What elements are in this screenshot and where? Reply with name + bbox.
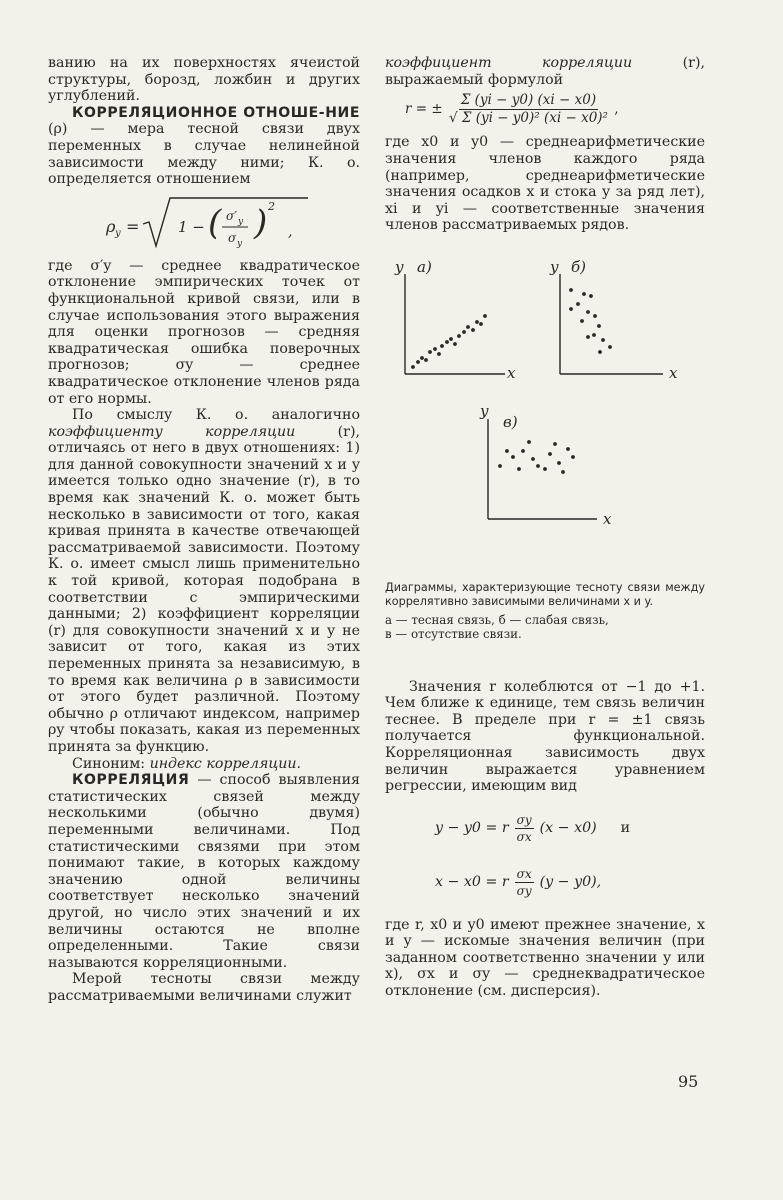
- scatter-point: [437, 352, 441, 356]
- scatter-point: [586, 335, 590, 339]
- paragraph: Мерой тесноты связи между рассматриваемыми величинами служит: [48, 971, 360, 1004]
- svg-text:ρ: ρ: [106, 216, 116, 236]
- paragraph: [385, 55, 705, 88]
- scatter-point: [517, 467, 521, 471]
- scatter-point: [597, 324, 601, 328]
- legend-item: в — отсутствие связи.: [385, 626, 522, 641]
- text-span: (r), выражаемый формулой: [385, 55, 705, 88]
- scatter-point: [457, 334, 461, 338]
- scatter-point: [445, 340, 449, 344]
- scatter-point: [466, 325, 470, 329]
- formula-lhs: y − y0 = r: [435, 820, 509, 837]
- formula-correlation-ratio: [48, 194, 360, 250]
- paragraph: [48, 407, 360, 755]
- scatter-point: [479, 322, 483, 326]
- svg-text:2: 2: [268, 199, 275, 213]
- synonym-label: Синоним:: [72, 755, 146, 772]
- scatter-point: [527, 440, 531, 444]
- formula-numerator: σy: [515, 812, 534, 830]
- scatter-point: [566, 447, 570, 451]
- formula-numerator: σx: [515, 866, 534, 884]
- formula-denominator: √ Σ (yi − y0)² (xi − x0)²: [448, 109, 608, 126]
- text-span: где σ′y —: [48, 257, 144, 274]
- formula-denominator: σy: [516, 884, 532, 899]
- legend-item: б — слабая связь,: [498, 612, 609, 627]
- scatter-point: [593, 314, 597, 318]
- scatter-point: [553, 442, 557, 446]
- scatter-point: [569, 307, 573, 311]
- scatter-point: [433, 347, 437, 351]
- entry-term: КОРРЕЛЯЦИЯ: [72, 772, 190, 789]
- synonym-value: индекс корреляции.: [149, 755, 302, 772]
- scatter-point: [420, 356, 424, 360]
- svg-text:1 −: 1 −: [178, 217, 205, 236]
- formula-fraction: [447, 92, 610, 126]
- scatter-point: [416, 360, 420, 364]
- formula-rhs: (x − x0): [539, 820, 597, 837]
- scatter-point: [589, 294, 593, 298]
- formula-fraction: [515, 866, 534, 900]
- entry-text: — способ выявления статистических связей между несколькими (обычно двумя) переменными величинами. Под статистическими связями при этом понимают такие, в которых каждому значению одной величины соответствует несколько значений другой, но число этих значений и их величины остаются не вполне определенными. Такие связи называются корреляционными.: [48, 772, 361, 971]
- panel-label: в): [503, 412, 518, 431]
- formula-lhs: r = ±: [405, 100, 443, 117]
- regression-formula-y: [435, 809, 705, 849]
- scatter-panel-a: [394, 258, 516, 382]
- formula-lhs: x − x0 = r: [435, 874, 509, 891]
- paragraph: Значения r колеблются от −1 до +1. Чем ближе к единице, тем связь величин теснее. В пределе при r = ±1 связь получается функциональной. Корреляционная зависимость двух величин выражается уравнением регрессии, имеющим вид: [385, 678, 705, 795]
- scatter-point: [580, 319, 584, 323]
- panel-label: а): [417, 257, 432, 276]
- panel-label: б): [571, 257, 587, 276]
- svg-text:): ): [254, 202, 268, 243]
- entry-text: (ρ) — мера тесной связи двух переменных в случае нелинейной зависимости между ними; К. о. определяется отношением: [48, 121, 360, 188]
- scatter-panel-b: [549, 258, 678, 382]
- synonym-line: [48, 756, 360, 773]
- cross-reference: коэффициенту корреляции: [48, 423, 296, 440]
- svg-text:y: y: [238, 216, 244, 227]
- entry-term: КОРРЕЛЯЦИОННОЕ ОТНОШЕ-НИЕ: [72, 104, 360, 121]
- svg-text:=: =: [126, 216, 140, 236]
- svg-text:,: ,: [288, 223, 293, 240]
- scatter-point: [498, 464, 502, 468]
- scatter-point: [483, 314, 487, 318]
- right-column: [385, 55, 705, 1000]
- scatter-point: [471, 328, 475, 332]
- scatter-point: [536, 464, 540, 468]
- scatter-point: [569, 288, 573, 292]
- figure-legend: [385, 627, 705, 641]
- axis-x-label: x: [669, 363, 678, 382]
- scatter-point: [505, 449, 509, 453]
- scatter-point: [582, 292, 586, 296]
- figure-legend: [385, 613, 705, 627]
- scatter-point: [511, 455, 515, 459]
- scatter-point: [449, 337, 453, 341]
- text-span: (r), отличаясь от него в двух отношениях: 1) для данной совокупности значений x и y имеется только одно значение (r), в то время как значений К. о. может быть несколько в зависимости от того, какая кривая принята в качестве отвечающей рассматриваемой зависимости. Поэтому К. о. имеет смысл лишь применительно к той кривой, которая подобрана в соответствии с эмпирическими данными; 2) коэффициент корреляции (r) для совокупности значений x и y не зависит от того, какая из этих переменных принята за независимую, в то время как величина ρ в зависимости от этого будет различной. Поэтому обычно ρ отличают индексом, например ρy чтобы показать, какая из переменных принята за функцию.: [48, 423, 360, 755]
- paragraph: где x0 и y0 — среднеарифметические значения членов каждого ряда (например, среднеарифметические значения осадков x и стока y за ряд лет), xi и yi — соответственные значения членов рассматриваемых рядов.: [385, 134, 705, 234]
- correlation-diagrams: [385, 254, 705, 574]
- legend-item: а — тесная связь,: [385, 612, 495, 627]
- axis-y-label: y: [395, 257, 404, 276]
- svg-text:σ: σ: [228, 230, 237, 245]
- scatter-point: [576, 302, 580, 306]
- scatter-point: [598, 350, 602, 354]
- scatter-point: [531, 457, 535, 461]
- scatter-point: [411, 365, 415, 369]
- text-span: По смыслу К. о. аналогично: [72, 407, 360, 424]
- scatter-point: [521, 449, 525, 453]
- scatter-point: [424, 358, 428, 362]
- axis-x-label: x: [603, 509, 612, 528]
- formula-rhs: (y − y0),: [539, 874, 602, 891]
- scatter-point: [557, 461, 561, 465]
- scatter-point: [462, 330, 466, 334]
- scatter-point: [440, 344, 444, 348]
- left-column: [48, 55, 360, 1004]
- figure-caption: Диаграммы, характеризующие тесноту связи между коррелятивно зависимыми величинами x и y.: [385, 580, 705, 608]
- svg-text:y: y: [115, 227, 121, 239]
- svg-text:y: y: [237, 238, 243, 249]
- svg-text:(: (: [208, 202, 222, 243]
- paragraph: [48, 258, 360, 407]
- scatter-point: [571, 455, 575, 459]
- scatter-point: [592, 333, 596, 337]
- formula-graphic: [48, 194, 360, 250]
- paragraph: ванию на их поверхностях ячеистой структуры, борозд, ложбин и других углублений.: [48, 55, 360, 105]
- formula-denominator: σx: [516, 830, 532, 845]
- scatter-point: [548, 452, 552, 456]
- scatter-point: [475, 320, 479, 324]
- formula-numerator: Σ (yi − y0) (xi − x0): [460, 92, 597, 109]
- scatter-point: [428, 350, 432, 354]
- svg-text:σ′: σ′: [226, 208, 237, 223]
- axis-y-label: y: [480, 401, 489, 420]
- regression-formula-x: [435, 863, 705, 903]
- formula-correlation-coefficient: r = ± $\frac{\Sigma (yi - y0) (xi - x0)}{\text{√ Σ (yi − y0)² (xi − x0)²}}$ ,: [405, 92, 619, 126]
- scatter-point: [586, 310, 590, 314]
- entry-correlation-ratio: [48, 105, 360, 188]
- page-number: 95: [678, 1072, 699, 1091]
- scatter-point: [601, 338, 605, 342]
- scatter-point: [608, 345, 612, 349]
- scatter-point: [543, 467, 547, 471]
- text-span: среднее квадратическое отклонение эмпирических точек от функциональной кривой связи, или в случае использования этого выражения для оценки прогнозов — средняя квадратическая ошибка поверочных прогнозов; σy — среднее квадратическое отклонение членов ряда от его нормы.: [48, 257, 360, 407]
- scatter-point: [453, 342, 457, 346]
- formula-conjunction: и: [620, 820, 631, 837]
- paragraph: где r, x0 и y0 имеют прежнее значение, x и y — искомые значения величин (при заданном соответственно значении y или x), σx и σy — среднеквадратическое отклонение (см. дисперсия).: [385, 916, 705, 1000]
- cross-reference: коэффициент корреляции: [385, 55, 633, 71]
- axis-x-label: x: [507, 363, 516, 382]
- formula-fraction: [515, 812, 534, 846]
- axis-y-label: y: [550, 257, 559, 276]
- entry-correlation: [48, 772, 360, 971]
- scatter-panel-c: [479, 402, 612, 528]
- scatter-point: [561, 470, 565, 474]
